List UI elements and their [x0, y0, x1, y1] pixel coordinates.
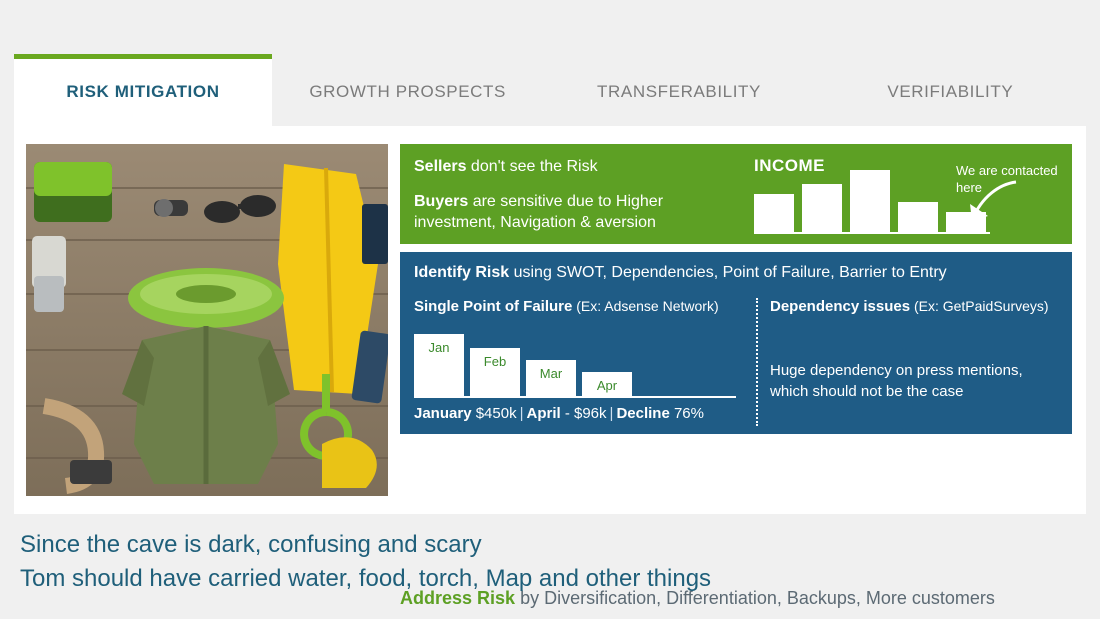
tab-bar: [14, 58, 1086, 126]
april-label: April: [526, 405, 561, 422]
mini-bar: [414, 334, 464, 396]
buyers-line: [414, 191, 686, 233]
contacted-here-note: We are contacted here: [956, 163, 1058, 195]
tab-label: VERIFIABILITY: [887, 82, 1014, 101]
tab-label: RISK MITIGATION: [66, 82, 220, 101]
right-column: [400, 144, 1072, 496]
tab-label: TRANSFERABILITY: [597, 82, 761, 101]
mini-bar-label: Mar: [539, 366, 563, 381]
green-summary-panel: [400, 144, 1072, 244]
tab-transferability[interactable]: [543, 58, 814, 126]
mini-bar: [526, 360, 576, 396]
january-label: January: [414, 405, 472, 422]
caption-line-2: Tom should have carried water, food, torch, Map and other things: [20, 565, 712, 592]
income-bar: [754, 194, 794, 232]
january-value: $450k: [471, 405, 517, 422]
decline-value: 76%: [669, 405, 704, 422]
income-chart: [748, 152, 1064, 238]
spof-label: Single Point of Failure: [414, 298, 573, 315]
dependency-title: [770, 298, 1058, 315]
identify-risk-heading: [414, 264, 1058, 282]
tab-risk-mitigation[interactable]: [14, 58, 272, 126]
income-bar: [802, 184, 842, 232]
column-divider: [756, 298, 758, 426]
blue-detail-panel: [400, 252, 1072, 434]
blue-columns: [414, 298, 1058, 426]
identify-risk-label: Identify Risk: [414, 264, 510, 281]
april-value: - $96k: [560, 405, 607, 422]
single-point-of-failure-column: [414, 298, 744, 426]
buyers-text: are sensitive due to Higher investment, Navigation & aversion: [414, 193, 664, 231]
sellers-label: Sellers: [414, 158, 467, 175]
tab-growth-prospects[interactable]: [272, 58, 543, 126]
address-risk-label: Address Risk: [400, 588, 516, 608]
identify-risk-text: using SWOT, Dependencies, Point of Failure, Barrier to Entry: [509, 264, 947, 281]
dependency-issues-column: [770, 298, 1058, 426]
address-risk-text: by Diversification, Differentiation, Backups, More customers: [515, 588, 995, 608]
decline-label: Decline: [616, 405, 670, 422]
spof-example: (Ex: Adsense Network): [572, 298, 719, 314]
mini-bar-label: Feb: [483, 354, 507, 369]
dependency-description: Huge dependency on press mentions, which should not be the case: [770, 362, 1023, 400]
slide-caption: [20, 528, 711, 596]
stat-separator: |: [609, 405, 614, 422]
tab-label: GROWTH PROSPECTS: [309, 82, 506, 101]
buyers-label: Buyers: [414, 193, 469, 210]
tab-verifiability[interactable]: [815, 58, 1086, 126]
mini-bar: [582, 372, 632, 396]
income-bars: [754, 172, 990, 234]
caption-line-1: Since the cave is dark, confusing and scary: [20, 531, 482, 558]
income-bar: [850, 170, 890, 232]
mini-bar-label: Jan: [428, 340, 450, 355]
revenue-stats: [414, 405, 704, 422]
spof-title: [414, 298, 744, 315]
dependency-example: (Ex: GetPaidSurveys): [910, 298, 1049, 314]
income-bar: [898, 202, 938, 232]
hiking-gear-flatlay-photo: [26, 144, 388, 496]
sellers-text: don't see the Risk: [466, 158, 598, 175]
income-chart-title: INCOME: [754, 156, 825, 175]
mini-bar-label: Apr: [596, 378, 618, 393]
stat-separator: |: [519, 405, 524, 422]
dependency-label: Dependency issues: [770, 298, 911, 315]
mini-bar: [470, 348, 520, 396]
monthly-decline-bars: [414, 332, 736, 398]
